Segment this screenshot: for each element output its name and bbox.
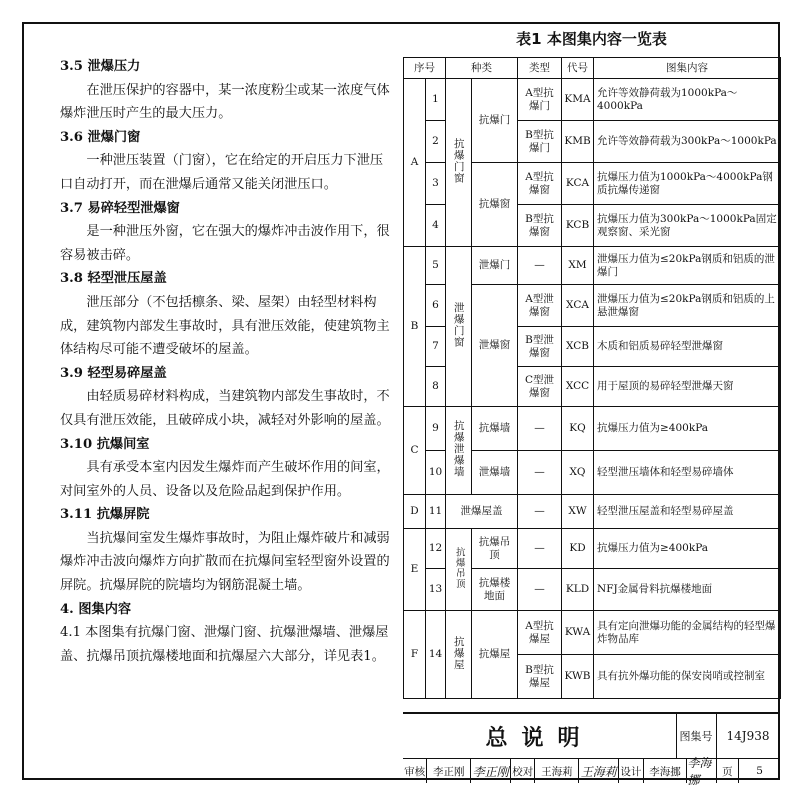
group-label: A — [404, 79, 426, 247]
section-4-1-body: 4.1 本图集有抗爆门窗、泄爆门窗、抗爆泄爆墙、泄爆屋盖、抗爆吊顶抗爆楼地面和抗爆屋六大部分，详见表1。 — [60, 625, 389, 664]
type-cell: — — [518, 569, 562, 611]
code-cell: XCA — [562, 285, 594, 327]
checker-signature: 王海莉 — [579, 759, 619, 783]
code-cell: KCA — [562, 163, 594, 205]
header-kind: 种类 — [446, 58, 518, 79]
row-number: 10 — [426, 451, 446, 495]
type-cell: B型抗爆屋 — [518, 655, 562, 699]
group-label: E — [404, 529, 426, 611]
row-number: 12 — [426, 529, 446, 569]
subcategory-label: 泄爆屋盖 — [446, 495, 518, 529]
content-cell: 轻型泄压墙体和轻型易碎墙体 — [594, 451, 781, 495]
table-row — [404, 611, 781, 655]
row-number: 1 — [426, 79, 446, 121]
row-number: 11 — [426, 495, 446, 529]
row-number: 9 — [426, 407, 446, 451]
section-3-10-heading: 3.10 抗爆间室 — [60, 436, 150, 452]
atlas-number: 14J938 — [726, 729, 770, 743]
group-label: F — [404, 611, 426, 699]
code-cell: KWA — [562, 611, 594, 655]
content-cell: 抗爆压力值为1000kPa～4000kPa钢质抗爆传递窗 — [594, 163, 781, 205]
designer-signature: 李海挪 — [687, 759, 716, 783]
type-cell: B型泄爆窗 — [518, 327, 562, 367]
group-label: D — [404, 495, 426, 529]
page-label: 页 — [717, 759, 739, 783]
content-cell: 允许等效静荷载为1000kPa～4000kPa — [594, 79, 781, 121]
checker-name: 王海莉 — [535, 759, 579, 783]
content-cell: 具有定向泄爆功能的金属结构的轻型爆炸物品库 — [594, 611, 781, 655]
category-label: 抗爆泄爆墙 — [452, 420, 465, 478]
drawing-title: 总说明 — [403, 714, 677, 758]
table-row — [404, 247, 781, 285]
type-cell: — — [518, 451, 562, 495]
section-3-11-heading: 3.11 抗爆屏院 — [60, 507, 150, 523]
atlas-number-label: 图集号 — [676, 714, 717, 758]
row-number: 3 — [426, 163, 446, 205]
section-3-7-heading: 3.7 易碎轻型泄爆窗 — [60, 200, 180, 216]
content-cell: 用于屋顶的易碎轻型泄爆天窗 — [594, 367, 781, 407]
row-number: 6 — [426, 285, 446, 327]
left-text-column — [60, 55, 395, 668]
section-3-6-body: 一种泄压装置（门窗），它在给定的开启压力下泄压口自动打开，而在泄爆后通常又能关闭泄压口。 — [60, 153, 384, 192]
code-cell: KLD — [562, 569, 594, 611]
row-number: 5 — [426, 247, 446, 285]
page-number: 5 — [756, 765, 763, 777]
group-label: B — [404, 247, 426, 407]
section-4-heading: 4. 图集内容 — [60, 601, 132, 617]
code-cell: KMB — [562, 121, 594, 163]
signature-row — [403, 756, 780, 787]
reviewer-name: 李正刚 — [427, 759, 471, 783]
group-label: C — [404, 407, 426, 495]
title-block — [403, 712, 780, 787]
content-cell: 泄爆压力值为≤20kPa钢质和铝质的泄爆门 — [594, 247, 781, 285]
row-number: 8 — [426, 367, 446, 407]
code-cell: KQ — [562, 407, 594, 451]
code-cell: KCB — [562, 205, 594, 247]
type-cell: — — [518, 247, 562, 285]
subcategory-label: 泄爆墙 — [472, 451, 518, 495]
content-cell: 具有抗外爆功能的保安岗哨或控制室 — [594, 655, 781, 699]
code-cell: KMA — [562, 79, 594, 121]
category-cell — [446, 407, 472, 495]
subcategory-label: 抗爆窗 — [472, 163, 518, 247]
row-number: 4 — [426, 205, 446, 247]
type-cell: — — [518, 495, 562, 529]
content-cell: 泄爆压力值为≤20kPa钢质和铝质的上悬泄爆窗 — [594, 285, 781, 327]
type-cell: B型抗爆门 — [518, 121, 562, 163]
row-number: 2 — [426, 121, 446, 163]
section-3-9-body: 由轻质易碎材料构成，当建筑物内部发生事故时，不仅具有泄压效能，且破碎成小块，减轻对外影响的屋盖。 — [60, 389, 390, 428]
code-cell: KD — [562, 529, 594, 569]
content-cell: NFJ金属骨料抗爆楼地面 — [594, 569, 781, 611]
subcategory-label: 抗爆墙 — [472, 407, 518, 451]
type-cell: A型抗爆窗 — [518, 163, 562, 205]
header-type: 类型 — [518, 58, 562, 79]
content-cell: 木质和铝质易碎轻型泄爆窗 — [594, 327, 781, 367]
type-cell: A型泄爆窗 — [518, 285, 562, 327]
code-cell: XW — [562, 495, 594, 529]
subcategory-label: 抗爆屋 — [472, 611, 518, 699]
design-label: 设计 — [619, 759, 643, 783]
content-cell: 抗爆压力值为300kPa～1000kPa固定观察窗、采光窗 — [594, 205, 781, 247]
content-cell: 轻型泄压屋盖和轻型易碎屋盖 — [594, 495, 781, 529]
table-header-row — [404, 58, 781, 79]
content-cell: 允许等效静荷载为300kPa～1000kPa — [594, 121, 781, 163]
reviewer-signature: 李正刚 — [471, 759, 511, 783]
section-3-8-body: 泄压部分（不包括檩条、梁、屋架）由轻型材料构成，建筑物内部发生事故时，具有泄压效能，使建筑物主体结构尽可能不遭受破坏的屋盖。 — [60, 294, 390, 358]
table-row — [404, 79, 781, 121]
category-cell — [446, 611, 472, 699]
subcategory-label: 抗爆吊顶 — [472, 529, 518, 569]
table-row — [404, 407, 781, 451]
header-content: 图集内容 — [594, 58, 781, 79]
subcategory-label: 抗爆楼地面 — [472, 569, 518, 611]
review-label: 审核 — [403, 759, 427, 783]
table-row — [404, 529, 781, 569]
type-cell: A型抗爆屋 — [518, 611, 562, 655]
section-3-5-heading: 3.5 泄爆压力 — [60, 59, 141, 74]
content-table — [403, 57, 781, 699]
section-3-8-heading: 3.8 轻型泄压屋盖 — [60, 271, 167, 287]
code-cell: XQ — [562, 451, 594, 495]
row-number: 7 — [426, 327, 446, 367]
section-3-7-body: 是一种泄压外窗，它在强大的爆炸冲击波作用下，很容易被击碎。 — [60, 224, 390, 263]
subcategory-label: 泄爆门 — [472, 247, 518, 285]
section-3-5-body: 在泄压保护的容器中，某一浓度粉尘或某一浓度气体爆炸泄压时产生的最大压力。 — [60, 82, 390, 122]
category-label: 抗爆屋 — [452, 635, 465, 670]
check-label: 校对 — [511, 759, 535, 783]
type-cell: B型抗爆窗 — [518, 205, 562, 247]
section-3-10-body: 具有承受本室内因发生爆炸而产生破坏作用的间室，对间室外的人员、设备以及危险品起到保护作用。 — [60, 460, 390, 499]
category-label: 抗爆门窗 — [452, 137, 465, 184]
section-3-11-body: 当抗爆间室发生爆炸事故时，为阻止爆炸破片和减弱爆炸冲击波向爆炸方向扩散而在抗爆间室轻型窗外设置的屏院。抗爆屏院的院墙均为钢筋混凝土墙。 — [60, 530, 390, 594]
code-cell: XM — [562, 247, 594, 285]
header-seq: 序号 — [404, 58, 446, 79]
subcategory-label: 泄爆窗 — [472, 285, 518, 407]
type-cell: C型泄爆窗 — [518, 367, 562, 407]
category-label: 泄爆门窗 — [452, 301, 465, 348]
row-number: 14 — [426, 611, 446, 699]
header-code: 代号 — [562, 58, 594, 79]
content-cell: 抗爆压力值为≥400kPa — [594, 407, 781, 451]
designer-name: 李海挪 — [644, 759, 688, 783]
category-cell — [446, 529, 472, 611]
content-cell: 抗爆压力值为≥400kPa — [594, 529, 781, 569]
category-cell — [446, 79, 472, 247]
type-cell: — — [518, 529, 562, 569]
table-caption: 表1 本图集内容一览表 — [516, 30, 667, 48]
code-cell: KWB — [562, 655, 594, 699]
section-3-6-heading: 3.6 泄爆门窗 — [60, 129, 141, 145]
subcategory-label: 抗爆门 — [472, 79, 518, 163]
type-cell: A型抗爆门 — [518, 79, 562, 121]
code-cell: XCC — [562, 367, 594, 407]
table-row — [404, 495, 781, 529]
section-3-9-heading: 3.9 轻型易碎屋盖 — [60, 365, 167, 381]
code-cell: XCB — [562, 327, 594, 367]
category-cell — [446, 247, 472, 407]
category-label: 抗爆吊顶 — [453, 546, 465, 589]
type-cell: — — [518, 407, 562, 451]
row-number: 13 — [426, 569, 446, 611]
